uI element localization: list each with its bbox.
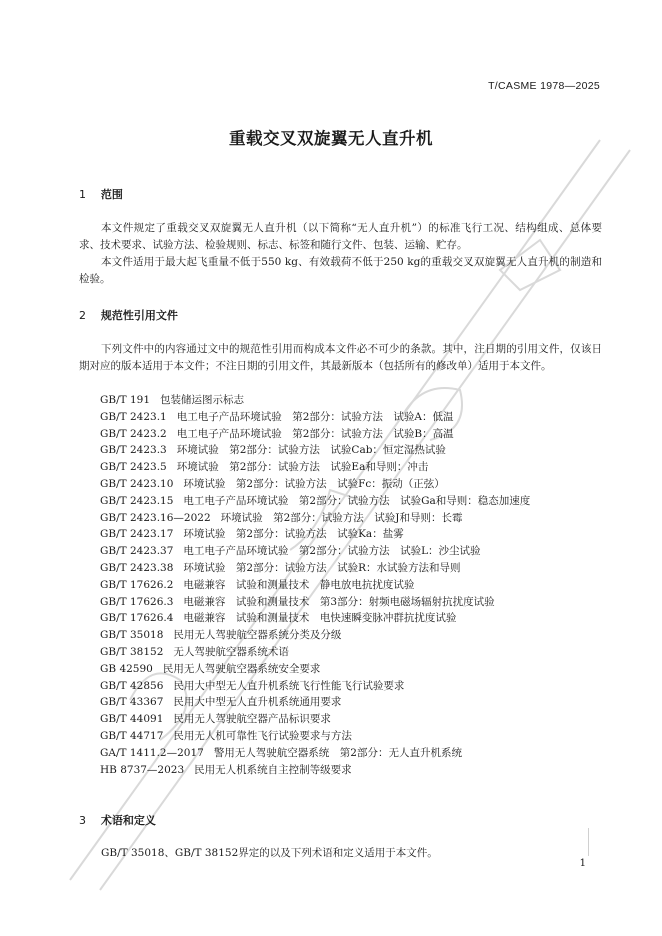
reference-item [100,459,530,476]
reference-item [100,644,530,661]
reference-code: GB/T 2423.15 [100,494,174,507]
reference-code: GB/T 2423.2 [100,427,167,440]
reference-list [100,392,530,778]
reference-title: 环境试验 第2部分：试验方法 试验J和导则：长霉 [220,511,463,524]
reference-title: 电工电子产品环境试验 第2部分：试验方法 试验B：高温 [176,427,454,440]
section-number: 3 [79,814,86,827]
reference-code: GB/T 2423.37 [100,545,174,558]
reference-item [100,476,530,493]
reference-title: 电磁兼容 试验和测量技术 第3部分：射频电磁场辐射抗扰度试验 [183,595,495,608]
section-number: 2 [79,309,86,322]
reference-code: GB/T 2423.1 [100,410,167,423]
reference-title: 电工电子产品环境试验 第2部分：试验方法 试验Ga和导则：稳态加速度 [183,494,531,507]
section-title: 范围 [100,188,123,201]
reference-item [100,493,530,510]
section-number: 1 [79,188,86,201]
scope-paragraph-1: 本文件规定了重载交叉双旋翼无人直升机（以下简称“无人直升机”）的标准飞行工况、结构组成、总体要求、技术要求、试验方法、检验规则、标志、标签和随行文件、包装、运输、贮存。 [79,222,602,251]
reference-item [100,526,530,543]
reference-code: GB/T 44717 [100,729,164,742]
reference-code: GB/T 2423.3 [100,444,167,457]
reference-item [100,543,530,560]
reference-title: 民用无人机可靠性飞行试验要求与方法 [173,729,352,742]
terms-paragraph: GB/T 35018、GB/T 38152界定的以及下列术语和定义适用于本文件。 [101,847,438,859]
references-intro-paragraph: 下列文件中的内容通过文中的规范性引用而构成本文件必不可少的条款。其中，注日期的引用文件，仅该日期对应的版本适用于本文件；不注日期的引用文件，其最新版本（包括所有的修改单）适用于本文件。 [79,343,602,372]
document-title: 重载交叉双旋翼无人直升机 [229,129,433,148]
reference-title: 环境试验 第2部分：试验方法 试验Ka：盐雾 [183,528,404,541]
reference-code: GB/T 35018 [100,629,164,642]
reference-item [100,610,530,627]
section-heading-normative-references [79,307,178,323]
reference-item [100,627,530,644]
reference-item [100,426,530,443]
reference-item [100,409,530,426]
reference-item [100,442,530,459]
reference-code: GB/T 2423.17 [100,528,174,541]
section-heading-terms-definitions [79,812,156,828]
standard-number: T/CASME 1978—2025 [488,80,600,92]
reference-item [100,661,530,678]
reference-item [100,728,530,745]
section-title: 规范性引用文件 [100,309,178,322]
reference-code: GA/T 1411.2—2017 [100,746,204,759]
reference-code: HB 8737—2023 [100,763,185,776]
reference-item [100,745,530,762]
reference-title: 民用无人机系统自主控制等级要求 [194,763,352,776]
reference-code: GB/T 17626.3 [100,595,174,608]
reference-code: GB/T 43367 [100,696,164,709]
reference-item [100,577,530,594]
reference-title: 电工电子产品环境试验 第2部分：试验方法 试验A：低温 [176,410,454,423]
margin-divider [588,828,589,856]
reference-item [100,678,530,695]
reference-title: 警用无人驾驶航空器系统 第2部分：无人直升机系统 [213,746,462,759]
reference-code: GB/T 42856 [100,679,164,692]
page-number: 1 [579,858,586,869]
reference-code: GB/T 191 [100,394,151,406]
scope-paragraph-2: 本文件适用于最大起飞重量不低于550 kg、有效载荷不低于250 kg的重载交叉双旋翼无人直升机的制造和检验。 [79,256,602,285]
reference-title: 环境试验 第2部分：试验方法 试验R：水试验方法和导则 [183,561,461,574]
reference-title: 环境试验 第2部分：试验方法 试验Fc：振动（正弦） [183,477,445,490]
reference-item [100,694,530,711]
reference-item [100,510,530,527]
reference-item [100,594,530,611]
reference-title: 环境试验 第2部分：试验方法 试验Ea和导则：冲击 [176,461,429,474]
section-title: 术语和定义 [100,814,156,827]
reference-code: GB/T 17626.4 [100,612,174,625]
reference-item [100,711,530,728]
reference-code: GB/T 2423.38 [100,561,174,574]
reference-code: GB 42590 [100,662,153,675]
reference-title: 包装储运图示标志 [160,394,245,406]
reference-item [100,762,530,779]
reference-code: GB/T 17626.2 [100,578,174,591]
reference-title: 民用无人驾驶航空器产品标识要求 [173,713,331,726]
reference-title: 民用无人驾驶航空器系统分类及分级 [173,629,342,642]
reference-code: GB/T 2423.10 [100,477,174,490]
reference-code: GB/T 38152 [100,645,164,658]
reference-item [100,560,530,577]
section-heading-scope [79,186,123,202]
reference-item [100,392,530,409]
reference-title: 电磁兼容 试验和测量技术 电快速瞬变脉冲群抗扰度试验 [183,612,457,625]
reference-title: 无人驾驶航空器系统术语 [173,645,289,658]
reference-title: 民用大中型无人直升机系统飞行性能飞行试验要求 [173,679,405,692]
reference-title: 电磁兼容 试验和测量技术 静电放电抗扰度试验 [183,578,415,591]
reference-title: 环境试验 第2部分：试验方法 试验Cab：恒定湿热试验 [176,444,446,457]
reference-title: 民用无人驾驶航空器系统安全要求 [162,662,321,675]
reference-code: GB/T 2423.16—2022 [100,511,211,524]
reference-code: GB/T 44091 [100,713,164,726]
reference-title: 民用大中型无人直升机系统通用要求 [173,696,342,709]
reference-title: 电工电子产品环境试验 第2部分：试验方法 试验L：沙尘试验 [183,545,481,558]
reference-code: GB/T 2423.5 [100,461,167,474]
